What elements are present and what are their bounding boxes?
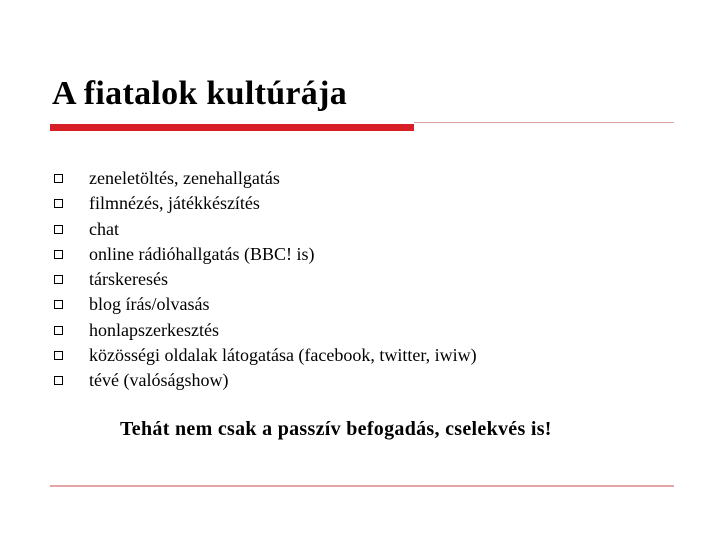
footer-rule [50, 485, 674, 487]
list-item-text: blog írás/olvasás [89, 294, 210, 315]
title-underline-rule [414, 122, 674, 123]
summary-statement: Tehát nem csak a passzív befogadás, cselekvés is! [120, 418, 552, 440]
list-item [54, 292, 477, 317]
list-item [54, 166, 477, 191]
hollow-square-icon [54, 275, 63, 284]
hollow-square-icon [54, 351, 63, 360]
list-item [54, 368, 477, 393]
list-item [54, 217, 477, 242]
hollow-square-icon [54, 199, 63, 208]
list-item-text: online rádióhallgatás (BBC! is) [89, 243, 315, 264]
list-item-text: filmnézés, játékkészítés [89, 193, 260, 214]
list-item [54, 191, 477, 216]
list-item [54, 343, 477, 368]
bullet-list [54, 166, 477, 394]
list-item [54, 267, 477, 292]
list-item-text: közösségi oldalak látogatása (facebook, twitter, iwiw) [89, 345, 477, 366]
hollow-square-icon [54, 300, 63, 309]
slide-title: A fiatalok kultúrája [52, 75, 348, 112]
list-item-text: tévé (valóságshow) [89, 370, 229, 391]
hollow-square-icon [54, 174, 63, 183]
list-item-text: chat [89, 218, 119, 239]
hollow-square-icon [54, 250, 63, 259]
hollow-square-icon [54, 225, 63, 234]
list-item [54, 242, 477, 267]
list-item-text: zeneletöltés, zenehallgatás [89, 168, 280, 188]
list-item-text: honlapszerkesztés [89, 319, 219, 340]
list-item-text: társkeresés [89, 269, 168, 290]
hollow-square-icon [54, 326, 63, 335]
title-underline-accent [50, 124, 414, 131]
list-item [54, 318, 477, 343]
hollow-square-icon [54, 376, 63, 385]
